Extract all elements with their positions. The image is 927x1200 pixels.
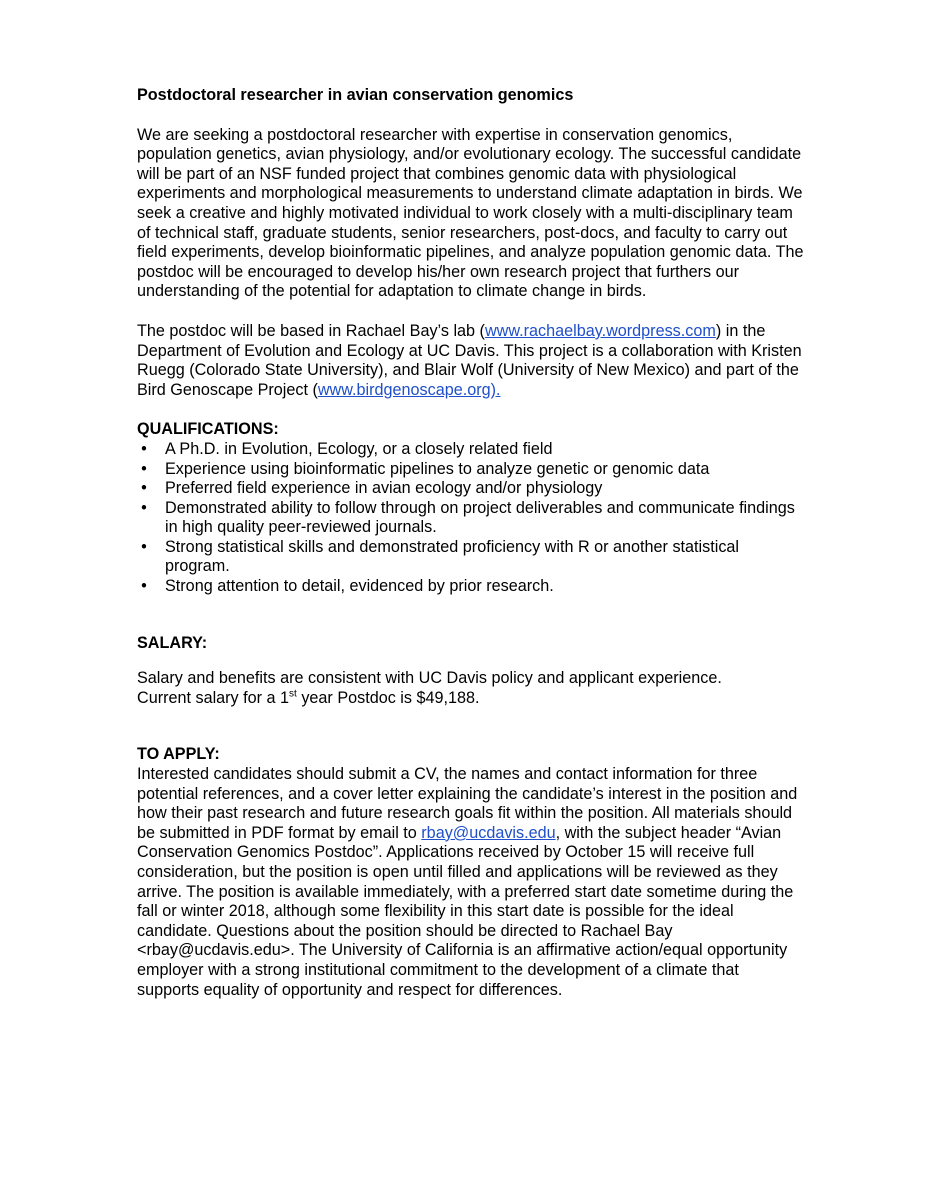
salary-heading: SALARY: (137, 633, 208, 652)
list-item (137, 577, 805, 597)
qualification-text: Strong attention to detail, evidenced by prior research. (165, 577, 554, 596)
bullet-icon: • (141, 577, 147, 596)
qualification-text: Experience using bioinformatic pipelines to analyze genetic or genomic data (165, 459, 710, 478)
apply-heading: TO APPLY: (137, 745, 220, 764)
lab-website-link[interactable]: www.rachaelbay.wordpress.com (484, 321, 716, 340)
document-page (137, 86, 805, 1000)
bullet-icon: • (141, 537, 147, 556)
page-title: Postdoctoral researcher in avian conservation genomics (137, 86, 574, 104)
salary-line-1: Salary and benefits are consistent with UC Davis policy and applicant experience. (137, 669, 722, 688)
salary-text-after: year Postdoc is $49,188. (296, 688, 480, 707)
lab-text-after: ) in the Department of Evolution and Ecology at UC Davis. This project is a collaboration with Kristen Ruegg (Colorado State University), and Blair Wolf (University of New Mexico) and part of the Bird Genoscape Project ( (137, 321, 802, 399)
qualification-text: A Ph.D. in Evolution, Ecology, or a closely related field (165, 439, 553, 458)
qualifications-heading: QUALIFICATIONS: (137, 420, 279, 439)
lab-paragraph (137, 322, 805, 400)
qualifications-list (137, 440, 805, 597)
list-item (137, 499, 805, 538)
salary-ordinal-suffix: st (289, 688, 297, 700)
list-item (137, 538, 805, 577)
bullet-icon: • (141, 439, 147, 458)
list-item (137, 479, 805, 499)
apply-paragraph (137, 765, 805, 1000)
project-website-link[interactable]: www.birdgenoscape.org). (317, 380, 501, 399)
qualification-text: Preferred field experience in avian ecology and/or physiology (165, 479, 603, 498)
bullet-icon: • (141, 498, 147, 517)
bullet-icon: • (141, 459, 147, 478)
salary-line-2 (137, 689, 805, 709)
email-link[interactable]: rbay@ucdavis.edu (421, 823, 556, 842)
apply-text-after: , with the subject header “Avian Conservation Genomics Postdoc”. Applications received by October 15 will receive full consideration, but the position is open until filled and applications will be reviewed as they arrive. The position is available immediately, with a preferred start date sometime during the fall or winter 2018, although some flexibility in this start date is possible for the ideal candidate. Questions about the position should be directed to Rachael Bay <rbay@ucdavis.edu>. The University of California is an affirmative action/equal opportunity employer with a strong institutional commitment to the development of a climate that supports equality of opportunity and respect for differences. (137, 823, 794, 999)
lab-text-before: The postdoc will be based in Rachael Bay’s lab ( (137, 321, 485, 340)
qualification-text: Strong statistical skills and demonstrated proficiency with R or another statistical program. (165, 537, 740, 576)
qualification-text: Demonstrated ability to follow through on project deliverables and communicate findings in high quality peer-reviewed journals. (165, 498, 795, 537)
apply-text-before: Interested candidates should submit a CV, the names and contact information for three potential references, and a cover letter explaining the candidate’s interest in the position and how their past research and future research goals fit within the position. All materials should be submitted in PDF format by email to (137, 765, 798, 842)
bullet-icon: • (141, 479, 147, 498)
list-item (137, 440, 805, 460)
intro-paragraph: We are seeking a postdoctoral researcher with expertise in conservation genomics, population genetics, avian physiology, and/or evolutionary ecology. The successful candidate will be part of an NSF funded project that combines genomic data with physiological experiments and morphological measurements to understand climate adaptation in birds. We seek a creative and highly motivated individual to work closely with a multi-disciplinary team of technical staff, graduate students, senior researchers, post-docs, and faculty to carry out field experiments, develop bioinformatic pipelines, and analyze population genomic data. The postdoc will be encouraged to develop his/her own research project that furthers our understanding of the potential for adaptation to climate change in birds. (137, 125, 804, 301)
list-item (137, 460, 805, 480)
salary-text-before: Current salary for a 1 (137, 688, 290, 707)
